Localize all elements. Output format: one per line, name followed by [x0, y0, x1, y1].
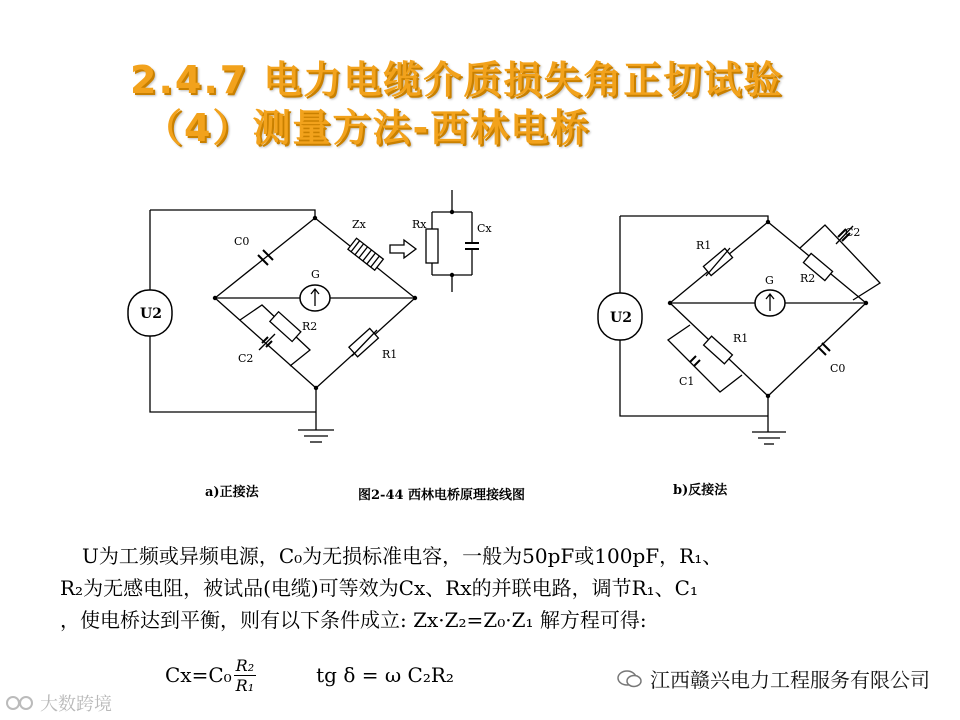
label-r1-low-b: R1: [733, 332, 749, 345]
title-line-1: 2.4.7 电力电缆介质损失角正切试验: [130, 58, 784, 102]
label-r2-b: R2: [800, 272, 816, 285]
formula-denominator: R₁: [235, 675, 255, 695]
label-rx-a: Rx: [412, 218, 427, 231]
label-c0-b: C0: [830, 362, 846, 375]
label-galv-a: G: [311, 268, 320, 281]
title-line-2: （4）测量方法-西林电桥: [144, 106, 591, 150]
circuit-a-direct: [150, 190, 479, 442]
circuit-b-reverse: [620, 216, 880, 444]
label-c2-a: C2: [238, 352, 254, 365]
formula-tg-delta: tg δ = ω C₂R₂: [316, 663, 454, 687]
para-line-2: R₂为无感电阻，被试品(电缆)可等效为Cx、Rx的并联电路，调节R₁、C₁: [60, 576, 698, 600]
formula-row: [165, 645, 454, 705]
para-line-1: U为工频或异频电源，C₀为无损标准电容，一般为50pF或100pF，R₁、: [82, 544, 723, 568]
label-galv-b: G: [765, 274, 774, 287]
formula-fraction: [234, 656, 256, 695]
subcaption-b: b)反接法: [673, 483, 728, 498]
subcaption-a: a)正接法: [205, 485, 259, 500]
brand-watermark: [6, 690, 112, 716]
label-r1-a: R1: [382, 348, 398, 361]
brand-logo-icon: [6, 694, 36, 712]
account-watermark: [616, 664, 930, 693]
label-r1-top-b: R1: [696, 239, 712, 252]
brand-name: 大数跨境: [40, 694, 112, 715]
para-line-3: ，使电桥达到平衡，则有以下条件成立: Zx·Z₂=Z₀·Z₁ 解方程可得:: [60, 608, 647, 632]
wechat-icon: [616, 668, 644, 690]
label-cx-a: Cx: [477, 222, 492, 235]
formula-cx: Cx=C₀: [165, 663, 232, 687]
formula-numerator: R₂: [235, 655, 255, 675]
description-paragraph: [60, 540, 910, 636]
label-c1-b: C1: [679, 375, 695, 388]
label-source-b: U2: [610, 310, 632, 326]
label-r2-a: R2: [302, 320, 318, 333]
label-source-a: U2: [140, 306, 162, 322]
label-c0-a: C0: [234, 235, 250, 248]
label-zx-a: Zx: [352, 218, 366, 231]
figure-caption: 图2-44 西林电桥原理接线图: [358, 488, 526, 503]
label-c2-b: C2: [845, 226, 861, 239]
account-name: 江西赣兴电力工程服务有限公司: [650, 668, 930, 692]
